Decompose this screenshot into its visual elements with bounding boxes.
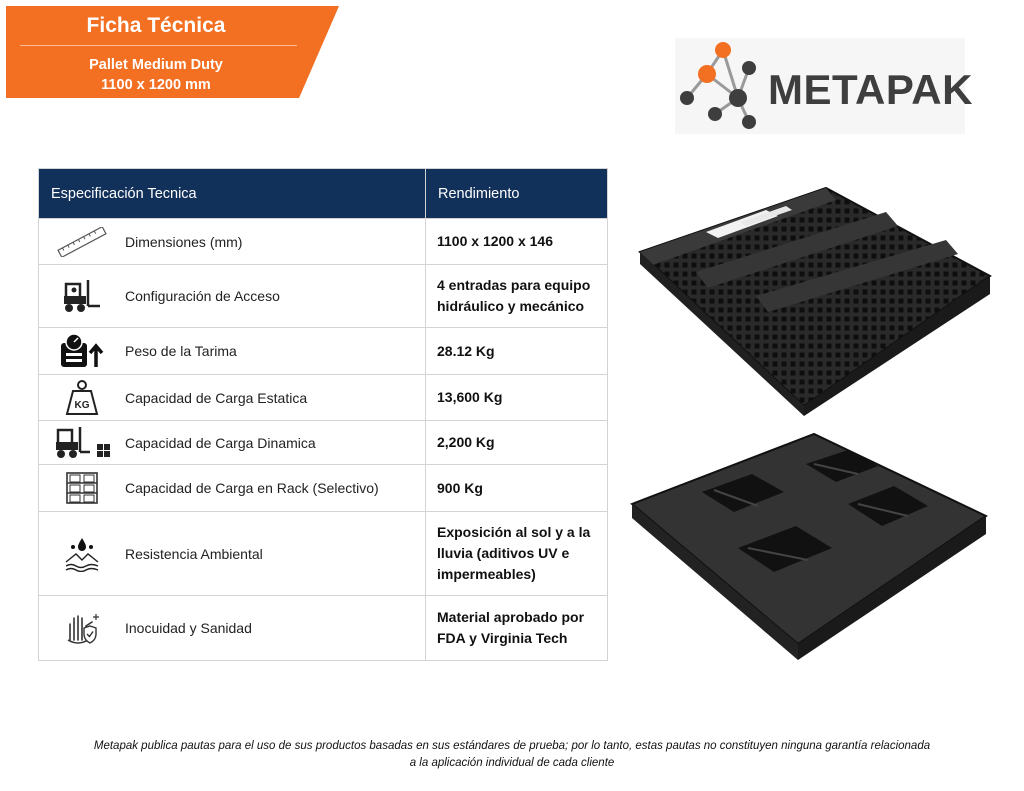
product-dimensions: 1100 x 1200 mm bbox=[101, 77, 211, 93]
molecule-logo-icon bbox=[675, 38, 767, 134]
spec-value: Exposición al sol y a la lluvia (aditivos UV e impermeables) bbox=[426, 512, 608, 596]
spec-label: Resistencia Ambiental bbox=[125, 545, 263, 562]
spec-value: 1100 x 1200 x 146 bbox=[426, 219, 608, 265]
spec-value: 2,200 Kg bbox=[426, 421, 608, 465]
table-row bbox=[39, 375, 608, 421]
table-row bbox=[39, 219, 608, 265]
table-row bbox=[39, 328, 608, 375]
weight-scale-icon bbox=[39, 333, 125, 369]
pallet-top-image bbox=[636, 180, 994, 416]
table-row bbox=[39, 596, 608, 661]
column-header-performance: Rendimiento bbox=[426, 169, 608, 219]
pallet-bottom-image bbox=[628, 430, 990, 662]
spec-value: 13,600 Kg bbox=[426, 375, 608, 421]
spec-table bbox=[38, 168, 608, 661]
table-row bbox=[39, 465, 608, 512]
spec-value: Material aprobado por FDA y Virginia Tech bbox=[426, 596, 608, 661]
rack-icon bbox=[39, 471, 125, 505]
svg-text:KG: KG bbox=[74, 399, 90, 411]
spec-label: Inocuidad y Sanidad bbox=[125, 620, 252, 636]
table-header-row bbox=[39, 169, 608, 219]
product-name: Pallet Medium Duty bbox=[89, 57, 223, 73]
spec-label: Configuración de Acceso bbox=[125, 288, 280, 304]
page-title: Ficha Técnica bbox=[86, 14, 226, 37]
weather-resistance-icon bbox=[39, 536, 125, 572]
hand-shield-icon bbox=[39, 610, 125, 646]
metapak-logo bbox=[675, 38, 973, 134]
ruler-icon bbox=[39, 227, 125, 257]
forklift-load-icon bbox=[39, 426, 125, 460]
spec-value: 4 entradas para equipo hidráulico y mecánico bbox=[426, 265, 608, 328]
spec-value: 28.12 Kg bbox=[426, 328, 608, 375]
kg-weight-icon bbox=[39, 379, 125, 417]
forklift-access-icon bbox=[39, 278, 125, 314]
spec-value: 900 Kg bbox=[426, 465, 608, 512]
table-row bbox=[39, 512, 608, 596]
spec-label: Peso de la Tarima bbox=[125, 343, 237, 359]
spec-label: Dimensiones (mm) bbox=[125, 233, 243, 250]
table-row bbox=[39, 421, 608, 465]
logo-wordmark: METAPAK bbox=[768, 66, 973, 113]
spec-label: Capacidad de Carga en Rack (Selectivo) bbox=[125, 480, 379, 496]
banner-divider bbox=[20, 45, 297, 46]
spec-label: Capacidad de Carga Dinamica bbox=[125, 434, 316, 451]
table-row bbox=[39, 265, 608, 328]
spec-label: Capacidad de Carga Estatica bbox=[125, 389, 308, 406]
column-header-spec: Especificación Tecnica bbox=[39, 169, 426, 219]
footer-disclaimer: Metapak publica pautas para el uso de sus productos basadas en sus estándares de prueba; por lo tanto, estas pautas no constituyen ninguna garantía relacionada a la aplicación individual de cada cliente bbox=[93, 740, 931, 769]
product-subtitle bbox=[6, 55, 306, 95]
